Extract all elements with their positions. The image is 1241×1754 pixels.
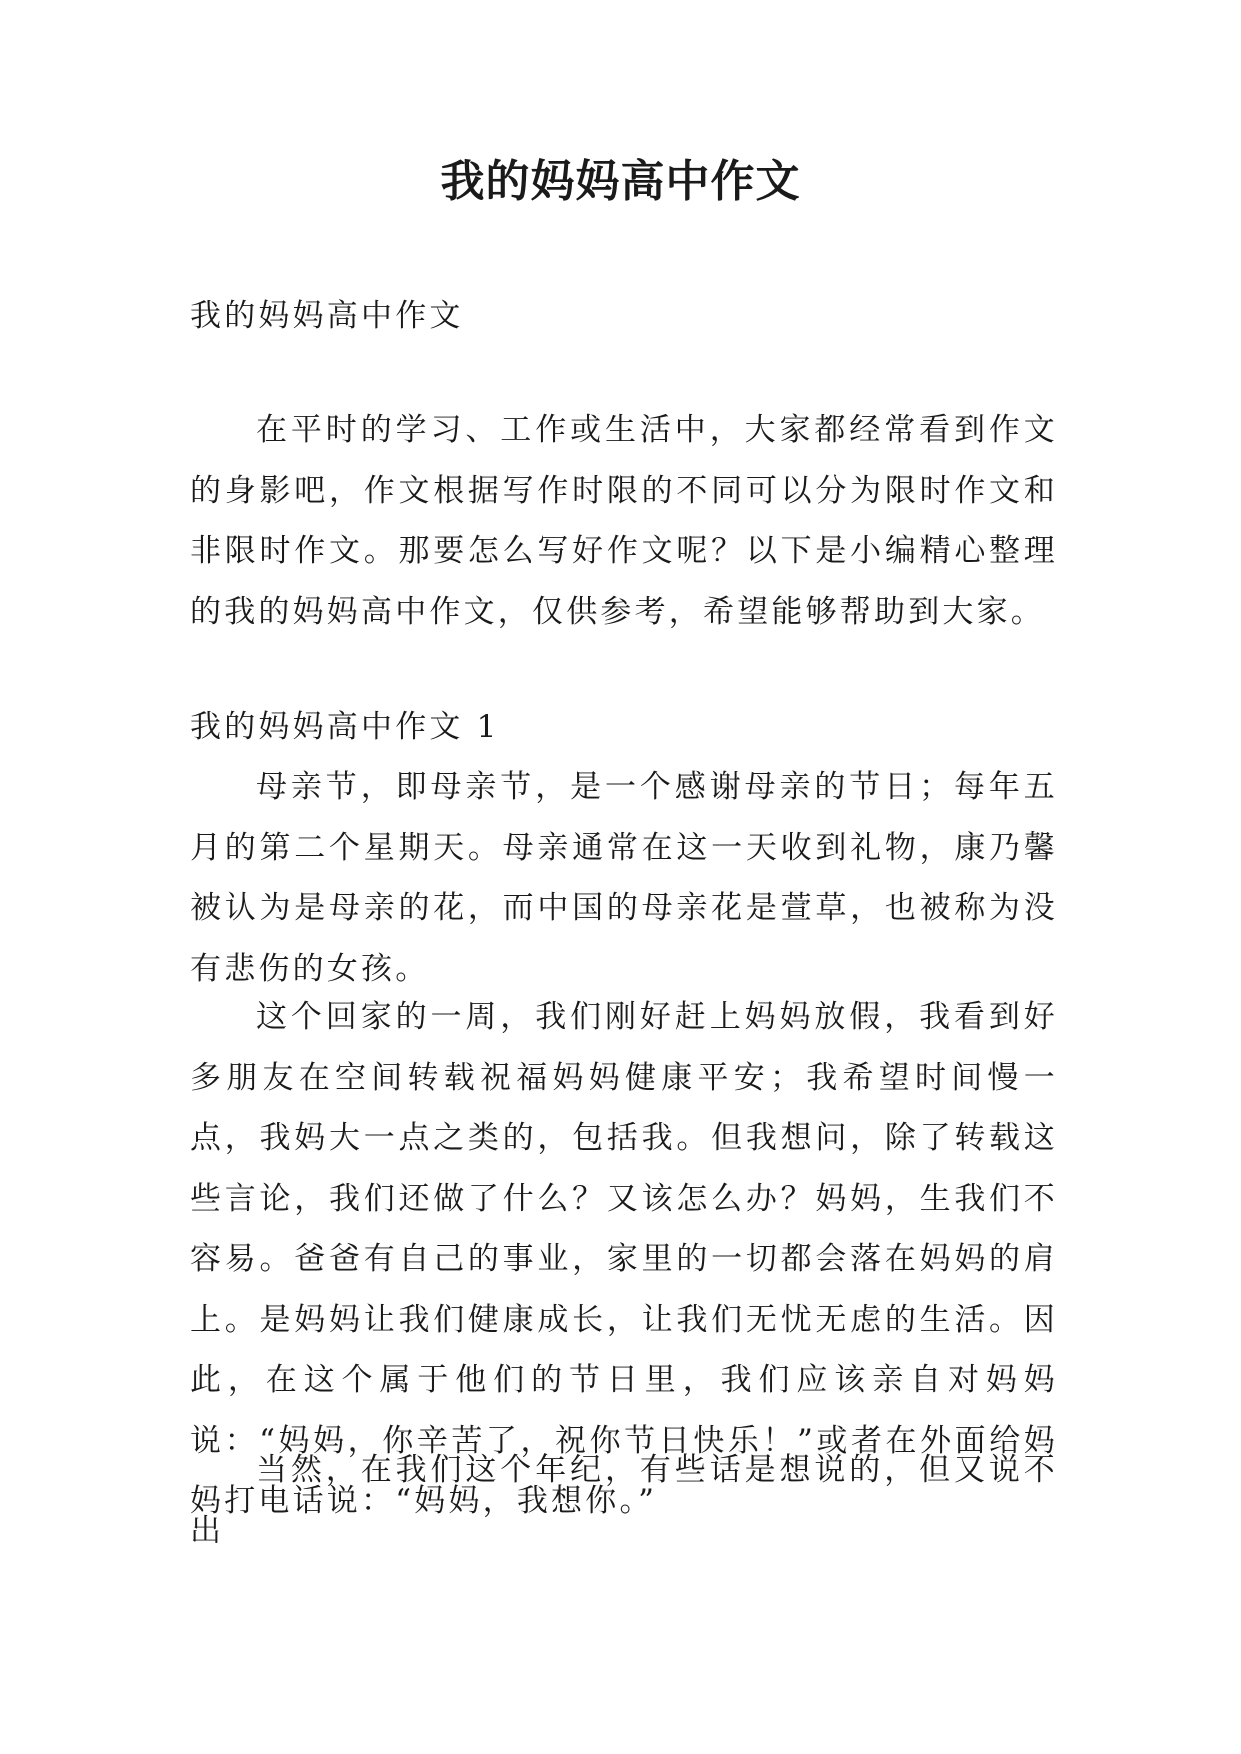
document-title: 我的妈妈高中作文 <box>440 156 801 207</box>
intro-paragraph: 在平时的学习、工作或生活中，大家都经常看到作文的身影吧，作文根据写作时限的不同可以分为限时作文和非限时作文。那要怎么写好作文呢？以下是小编精心整理的我的妈妈高中作文，仅供参考，希望能够帮助到大家。 <box>190 412 1058 630</box>
section-heading: 我的妈妈高中作文 1 <box>190 709 500 745</box>
body-paragraph: 母亲节，即母亲节，是一个感谢母亲的节日；每年五月的第二个星期天。母亲通常在这一天收到礼物，康乃馨被认为是母亲的花，而中国的母亲花是萱草，也被称为没有悲伤的女孩。 <box>190 769 1058 987</box>
document-subtitle: 我的妈妈高中作文 <box>190 298 464 334</box>
body-paragraph: 这个回家的一周，我们刚好赶上妈妈放假，我看到好多朋友在空间转载祝福妈妈健康平安；我希望时间慢一点，我妈大一点之类的，包括我。但我想问，除了转载这些言论，我们还做了什么？又该怎么办？妈妈，生我们不容易。爸爸有自己的事业，家里的一切都会落在妈妈的肩上。是妈妈让我们健康成长，让我们无忧无虑的生活。因此，在这个属于他们的节日里，我们应该亲自对妈妈说：“妈妈，你辛苦了，祝你节日快乐！”或者在外面给妈妈打电话说：“妈妈，我想你。” <box>190 999 1058 1519</box>
body-paragraph: 当然，在我们这个年纪，有些话是想说的，但又说不出 <box>190 1452 1058 1549</box>
